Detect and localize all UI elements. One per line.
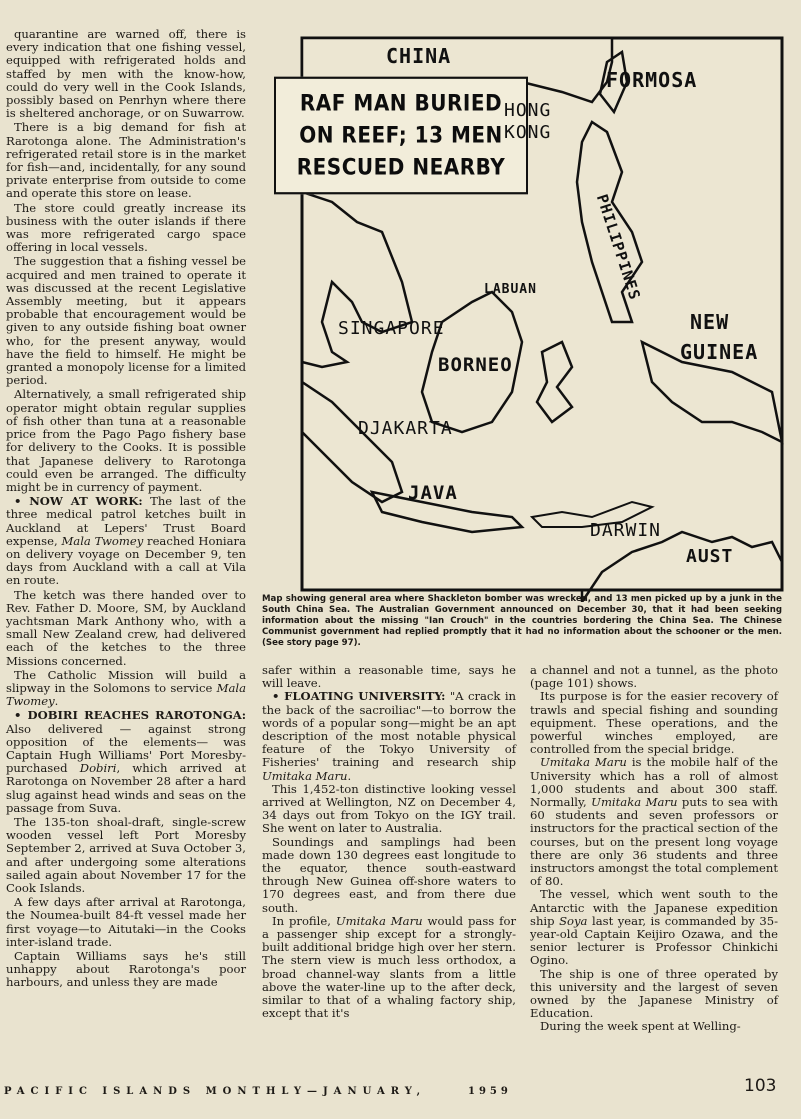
- italic-text: Umitaka Maru: [540, 755, 627, 770]
- paragraph-text: .: [54, 694, 59, 709]
- paragraph: [6, 669, 246, 709]
- italic-text: Mala Twomey: [61, 533, 144, 548]
- map-label-labuan: LABUAN: [484, 282, 537, 297]
- map-label-borneo: BORNEO: [438, 354, 513, 376]
- paragraph: [262, 783, 516, 836]
- paragraph: [262, 690, 516, 782]
- paragraph: [530, 1020, 778, 1033]
- paragraph-text: puts to sea with 60 students and seven professors or instructors for the practical section of the courses, but on the present long voyage there are only 36 students and three instructors amongst the total complement of 80.: [530, 795, 778, 889]
- paragraph: [6, 202, 246, 255]
- paragraph-text: safer within a reasonable time, says he will leave.: [262, 663, 516, 691]
- map-label-guinea: GUINEA: [680, 340, 759, 364]
- paragraph-text: This 1,452-ton distinctive looking vessel arrived at Wellington, NZ on December 4, 34 days out from Tokyo on the IGY trail. She went on later to Australia.: [262, 781, 516, 836]
- paragraph-text: a channel and not a tunnel, as the photo (page 101) shows.: [530, 663, 778, 691]
- map-label-formosa: FORMOSA: [606, 68, 698, 92]
- paragraph: [6, 495, 246, 587]
- paragraph-text: A few days after arrival at Rarotonga, the Noumea-built 84-ft vessel made her first voyage—to Aitutaki—in the Cooks inter-island trade.: [6, 895, 246, 949]
- paragraph: [6, 255, 246, 387]
- paragraph: [262, 836, 516, 915]
- map-label-singapore: SINGAPORE: [338, 318, 445, 339]
- paragraph-text: The store could greatly increase its business with the outer islands if there was more refrigerated cargo space offering in local vessels.: [6, 200, 246, 255]
- map-label-darwin: DARWIN: [590, 520, 662, 541]
- paragraph-text: In profile,: [272, 913, 336, 928]
- paragraph: [6, 388, 246, 494]
- paragraph: [6, 896, 246, 949]
- paragraph: [6, 28, 246, 120]
- map-figure: [262, 22, 792, 644]
- paragraph: [530, 756, 778, 888]
- paragraph: [530, 690, 778, 756]
- italic-text: Dobiri: [79, 761, 117, 776]
- paragraph-text: Alternatively, a small refrigerated ship operator might obtain regular supplies of fish other than tuna at a reasonable price from the Pago Pago fishery base for delivery to the Cooks. It is possible that Japanese delivery to Rarotonga could even be arranged. The difficulty might be in currency of payment.: [6, 387, 246, 494]
- map-label-djakarta: DJAKARTA: [358, 418, 453, 439]
- paragraph-text: The ship is one of three operated by this university and the largest of seven owned by the Japanese Ministry of Education.: [530, 966, 778, 1021]
- page-footer: [0, 1078, 801, 1102]
- right-column: [530, 664, 778, 1034]
- paragraph-text: There is a big demand for fish at Rarotonga alone. The Administration's refrigerated retail store is in the market for fish—and, incidentally, for any sound private enterprise from outside to come and operate this store on lease.: [6, 120, 246, 201]
- run-in-heading: • FLOATING UNIVERSITY:: [272, 689, 446, 704]
- paragraph-text: Also delivered — against strong opposition of the elements— was Captain Hugh Williams' Port Moresby-purchased: [6, 721, 246, 776]
- paragraph: [6, 589, 246, 668]
- paragraph: [530, 888, 778, 967]
- page-number: 103: [744, 1076, 777, 1096]
- issue-year: 1959: [468, 1086, 512, 1097]
- paragraph-text: "A crack in the back of the sacroiliac"—to borrow the words of a popular song—might be an apt description of the most notable physical feature of the Tokyo University of Fisheries' training and research ship: [262, 689, 516, 770]
- paragraph: [530, 968, 778, 1021]
- italic-text: Umitaka Maru: [262, 768, 348, 783]
- paragraph: [6, 816, 246, 895]
- map-label-aust: AUST: [686, 546, 734, 567]
- run-in-heading: • DOBIRI REACHES RAROTONGA:: [14, 708, 246, 723]
- paragraph-text: Its purpose is for the easier recovery of trawls and special fishing and sounding equipment. These operations, and the powerful winches employed, are controlled from the special bridge.: [530, 689, 778, 757]
- map-label-new: NEW: [690, 310, 730, 334]
- paragraph: [6, 950, 246, 990]
- paragraph-text: The ketch was there handed over to Rev. Father D. Moore, SM, by Auckland yachtsman Mark Anthony who, with a small New Zealand crew, had delivered each of the ketches to the three Missions concerned.: [6, 587, 246, 668]
- map-label-philippines: PHILIPPINES: [592, 192, 645, 303]
- italic-text: Umitaka Maru: [591, 795, 678, 810]
- paragraph-text: reached Honiara on delivery voyage on December 9, ten days from Auckland with a call at Vila en route.: [6, 533, 246, 588]
- map-label-china: CHINA: [386, 44, 452, 68]
- map-label-java: JAVA: [408, 482, 458, 504]
- paragraph-text: The Catholic Mission will build a slipway in the Solomons to service: [6, 667, 246, 695]
- paragraph: [6, 121, 246, 200]
- italic-text: Mala Twomey: [6, 680, 246, 709]
- paragraph-text: Soundings and samplings had been made down 130 degrees east longitude to the equator, thence south-eastward through New Guinea off-shore waters to 170 degrees east, and from there due south.: [262, 834, 516, 915]
- magazine-name: PACIFIC ISLANDS MONTHLY—JANUARY,: [4, 1086, 427, 1097]
- paragraph-text: is the mobile half of the University which has a roll of almost 1,000 students and about 300 staff. Normally,: [530, 755, 778, 810]
- paragraph-text: Captain Williams says he's still unhappy about Rarotonga's poor harbours, and unless they are made: [6, 949, 246, 990]
- paragraph: [6, 709, 246, 815]
- paragraph-text: quarantine are warned off, there is every indication that one fishing vessel, equipped with refrigerated holds and staffed by men with the know-how, could do very well in the Cook Islands, possibly based on Penrhyn where there is sheltered anchorage, or on Suwarrow.: [6, 27, 246, 121]
- paragraph-text: would pass for a passenger ship except for a strongly-built additional bridge high over her stern. The stern view is much less orthodox, a broad channel-way slants from a little above the water-line up to the after deck, similar to that of a whaling factory ship, except that it's: [262, 913, 516, 1021]
- paragraph-text: The vessel, which went south to the Antarctic with the Japanese expedition ship: [530, 887, 778, 928]
- run-in-heading: • NOW AT WORK:: [14, 494, 143, 509]
- italic-text: Umitaka Maru: [335, 913, 423, 928]
- paragraph-text: The suggestion that a fishing vessel be acquired and men trained to operate it was discussed at the recent Legislative Assembly meeting, but it appears probable that encouragement would be given to any outside fishing boat owner who, for the present anyway, would have the field to himself. He might be granted a monopoly license for a limited period.: [6, 254, 246, 388]
- map-label-kong: KONG: [504, 122, 552, 143]
- map-headline: RAF MAN BURIED ON REEF; 13 MEN RESCUED NEARBY: [274, 77, 528, 195]
- paragraph-text: last year, is commanded by 35-year-old Captain Keijiro Ozawa, and the senior lecturer is Professor Chinkichi Ogino.: [530, 913, 778, 968]
- paragraph-text: , which arrived at Rarotonga on November 28 after a hard slug against head winds and seas on the passage from Suva.: [6, 761, 246, 815]
- paragraph-text: The last of the three medical patrol ketches built in Auckland at Lepers' Trust Board expense,: [6, 494, 246, 548]
- middle-column: [262, 664, 516, 1020]
- paragraph-text: The 135-ton shoal-draft, single-screw wooden vessel left Port Moresby September 2, arrived at Suva October 3, and after undergoing some alterations sailed again about November 17 for the Cook Islands.: [6, 814, 246, 895]
- left-column: [6, 28, 246, 991]
- paragraph: [262, 915, 516, 1021]
- paragraph-text: During the week spent at Welling-: [540, 1019, 741, 1034]
- paragraph-text: .: [347, 768, 352, 783]
- italic-text: Soya: [559, 913, 588, 928]
- map-label-hong: HONG: [504, 100, 552, 121]
- map-caption: Map showing general area where Shackleton bomber was wrecked, and 13 men picked up by a junk in the South China Sea. The Australian Government announced on December 30, that it had been seeking information about the missing "Ian Crouch" in the countries bordering the China Sea. The Chinese Communist government had replied promptly that it had no information about the schooner or the men. (See story page 97).: [262, 594, 782, 648]
- paragraph: [530, 664, 778, 690]
- paragraph: [262, 664, 516, 690]
